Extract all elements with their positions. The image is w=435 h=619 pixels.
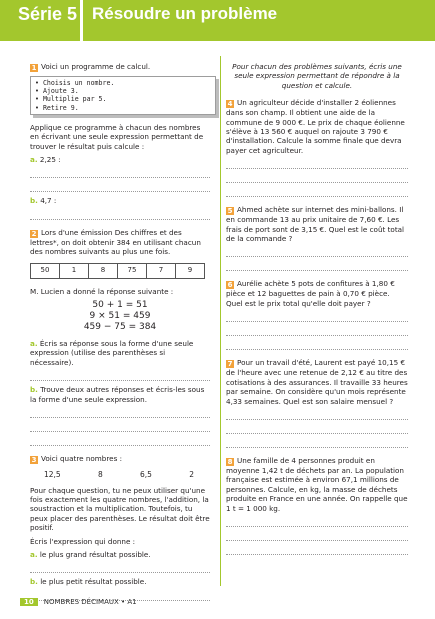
footer-label: NOMBRES DÉCIMAUX • A1 — [43, 598, 137, 606]
answer-line[interactable] — [226, 545, 408, 555]
number-cell: 7 — [147, 263, 176, 278]
exercise-number: 7 — [227, 360, 233, 369]
answer-line[interactable] — [226, 187, 408, 197]
question-label: a. — [30, 549, 38, 559]
program-box — [30, 76, 216, 115]
answer-line[interactable] — [30, 168, 210, 178]
number-list — [44, 470, 194, 479]
program-step: • Retire 9. — [35, 103, 79, 112]
number-cell: 1 — [60, 263, 89, 278]
right-column — [226, 62, 408, 559]
exercise-text: Voici un programme de calcul. — [41, 62, 151, 71]
exercise-2 — [30, 228, 210, 446]
number-item: 2 — [189, 470, 194, 480]
exercise-8 — [226, 456, 408, 555]
number-cell: 50 — [31, 263, 60, 278]
answer-line[interactable] — [226, 261, 408, 271]
program-step: • Ajoute 3. — [35, 87, 79, 96]
number-item: 12,5 — [44, 470, 61, 480]
exercise-text: Voici quatre nombres : — [41, 454, 123, 464]
exercise-3 — [30, 454, 210, 601]
exercise-instruction: Applique ce programme à chacun des nombres en écrivant une seule expression permettant de trouver le résultat puis calcule : — [30, 122, 204, 151]
header-divider — [80, 0, 83, 41]
answer-line[interactable] — [30, 210, 210, 220]
page-footer — [20, 598, 137, 606]
answer-line[interactable] — [226, 173, 408, 183]
exercise-text: M. Lucien a donné la réponse suivante : — [30, 286, 174, 296]
numbers-table — [30, 263, 205, 279]
exercise-rule: Pour chaque question, tu ne peux utiliser qu'une fois exactement les quatre nombres, l'addition, la soustraction et la multiplication. Toutefois, tu peux placer des parenthèses. Le résultat doit être positif. — [30, 485, 210, 533]
exercise-number: 8 — [227, 457, 233, 466]
exercise-number: 2 — [31, 229, 37, 238]
answer-line[interactable] — [30, 436, 210, 446]
question-label: b. — [30, 577, 38, 587]
answer-line[interactable] — [226, 326, 408, 336]
exercise-number: 6 — [227, 281, 233, 290]
question-text: Écris sa réponse sous la forme d'une seule expression (utilise des parenthèses si nécessaire). — [30, 339, 194, 367]
exercise-text: Aurélie achète 5 pots de confitures à 1,80 € pièce et 12 baguettes de pain à 0,70 € pièce. Quel est le prix total qu'elle doit payer ? — [226, 279, 395, 308]
exercise-number: 1 — [31, 64, 37, 72]
exercise-number: 5 — [227, 207, 233, 216]
answer-line[interactable] — [30, 563, 210, 573]
exercise-text: Écris l'expression qui donne : — [30, 536, 136, 546]
page-header — [0, 0, 435, 41]
question-label: a. — [30, 339, 38, 349]
calculation-block — [30, 300, 210, 333]
program-step: • Choisis un nombre. — [35, 79, 115, 87]
number-cell: 9 — [176, 263, 205, 278]
question-text: Trouve deux autres réponses et écris-les sous la forme d'une seule expression. — [30, 385, 205, 404]
question-label: a. — [30, 155, 38, 165]
question-label: b. — [30, 196, 38, 206]
answer-line[interactable] — [226, 410, 408, 420]
answer-line[interactable] — [226, 340, 408, 350]
column-divider — [220, 56, 221, 586]
exercise-text: Une famille de 4 personnes produit en moyenne 1,42 t de déchets par an. La population française est estimée à environ 67,1 millions de personnes. Calcule, en kg, la masse de déchets produite en France en une année. On rappelle que 1 t = 1 000 kg. — [226, 455, 408, 513]
exercise-number: 3 — [31, 456, 37, 465]
exercise-6 — [226, 279, 408, 350]
question-text: 4,7 : — [40, 196, 57, 206]
exercise-text: Lors d'une émission Des chiffres et des lettres*, on doit obtenir 384 en utilisant chacun des nombres suivants au plus une fois. — [30, 227, 201, 257]
program-step: • Multiplie par 5. — [35, 95, 107, 104]
exercise-number: 4 — [227, 100, 233, 109]
exercise-text: Ahmed achète sur internet des mini-ballons. Il en commande 13 au prix unitaire de 7,60 €. Les frais de port sont de 3,15 €. Quel est le coût total de la commande ? — [226, 205, 405, 244]
page-title: Résoudre un problème — [92, 4, 278, 23]
answer-line[interactable] — [226, 159, 408, 169]
number-item: 6,5 — [140, 470, 152, 480]
question-text: le plus grand résultat possible. — [39, 549, 151, 559]
answer-line[interactable] — [30, 182, 210, 192]
answer-line[interactable] — [226, 247, 408, 257]
calculation-line: 459 − 75 = 384 — [83, 322, 157, 333]
section-intro: Pour chacun des problèmes suivants, écris une seule expression permettant de répondre à la question et calcule. — [232, 62, 402, 90]
calculation-line: 50 + 1 = 51 — [92, 300, 148, 311]
number-item: 8 — [97, 470, 103, 480]
answer-line[interactable] — [226, 531, 408, 541]
exercise-text: Pour un travail d'été, Laurent est payé 10,15 € de l'heure avec une retenue de 2,12 € au titre des cotisations à des assurances. Il travaille 33 heures par semaine. On considère qu'un mois représente 4,33 semaines. Quel est son salaire mensuel ? — [226, 358, 408, 406]
exercise-text: Un agriculteur décide d'installer 2 éoliennes dans son champ. Il obtient une aide de la commune de 9 000 €. Le prix de chaque éolienne s'élève à 13 560 € auquel on rajoute 3 790 € d'installation. Calcule la somme finale que devra payer cet agriculteur. — [226, 98, 405, 155]
answer-line[interactable] — [226, 438, 408, 448]
question-label: b. — [30, 385, 38, 395]
number-cell: 8 — [89, 263, 118, 278]
exercise-7 — [226, 358, 408, 448]
calculation-line: 9 × 51 = 459 — [89, 311, 151, 322]
question-text: le plus petit résultat possible. — [40, 577, 147, 587]
answer-line[interactable] — [30, 371, 210, 381]
answer-line[interactable] — [226, 312, 408, 322]
answer-line[interactable] — [30, 408, 210, 418]
answer-line[interactable] — [30, 422, 210, 432]
page-number: 10 — [20, 598, 38, 606]
exercise-5 — [226, 205, 408, 271]
exercise-4 — [226, 98, 408, 197]
answer-line[interactable] — [226, 517, 408, 527]
serie-label: Série 5 — [18, 4, 78, 24]
question-text: 2,25 : — [39, 155, 61, 165]
exercise-1 — [30, 62, 210, 220]
number-cell: 75 — [118, 263, 147, 278]
left-column — [30, 62, 210, 605]
answer-line[interactable] — [226, 424, 408, 434]
